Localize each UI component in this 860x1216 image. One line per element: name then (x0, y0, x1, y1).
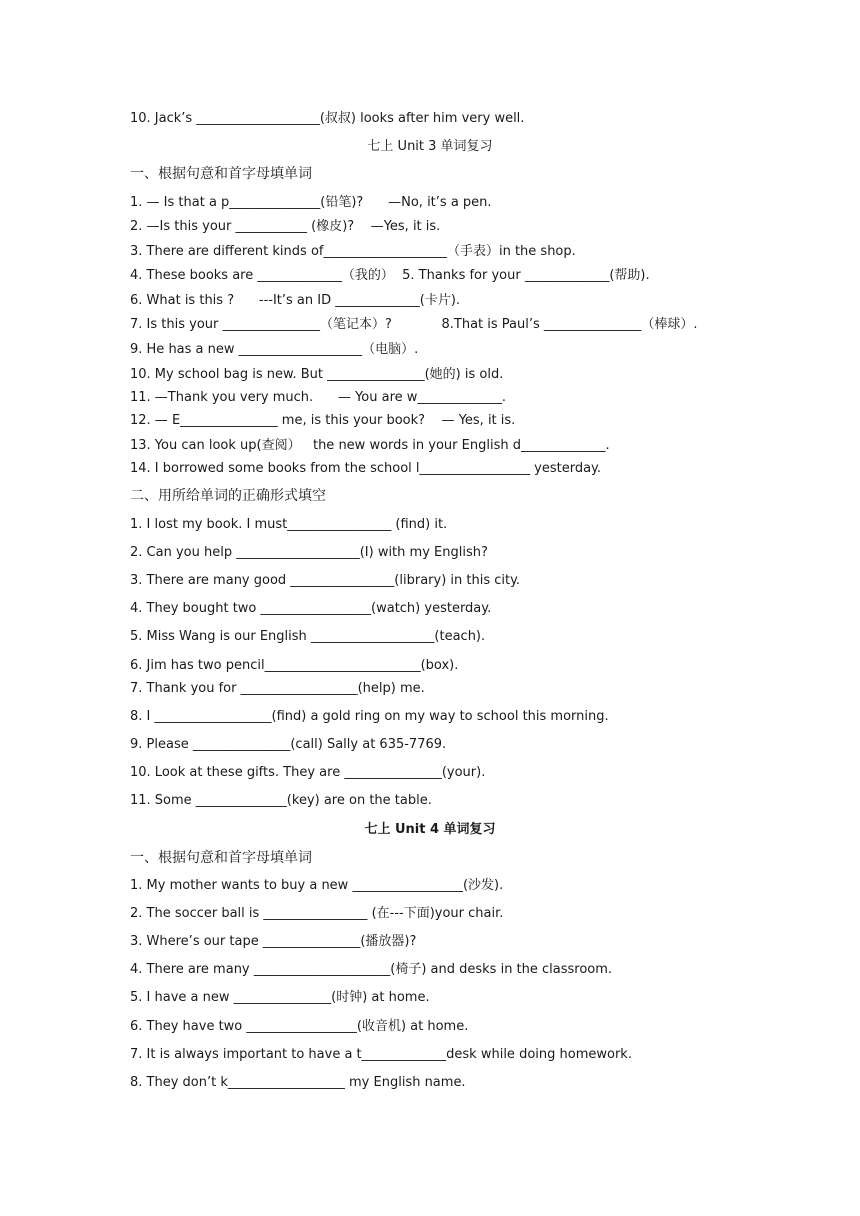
section-heading: 一、根据句意和首字母填单词 (130, 850, 312, 866)
exercise-line: 7. Thank you for __________________(help) me. (130, 681, 425, 696)
exercise-line: 2. The soccer ball is ________________ (在---下面)your chair. (130, 906, 504, 921)
exercise-line: 6. What is this ? ---It’s an ID _____________(卡片). (130, 293, 461, 308)
exercise-line: 4. There are many _____________________(椅子) and desks in the classroom. (130, 962, 613, 977)
section-heading: 一、根据句意和首字母填单词 (130, 166, 312, 182)
exercise-line: 14. I borrowed some books from the school l_________________ yesterday. (130, 461, 602, 476)
unit4-heading: 七上 Unit 4 单词复习 (364, 822, 496, 837)
section-heading: 二、用所给单词的正确形式填空 (130, 488, 326, 504)
exercise-line: 13. You can look up(查阅） the new words in your English d_____________. (130, 438, 610, 453)
exercise-line: 7. It is always important to have a t_____________desk while doing homework. (130, 1047, 632, 1062)
exercise-line: 2. —Is this your ___________ (橡皮)? —Yes, it is. (130, 219, 441, 234)
exercise-line: 2. Can you help ___________________(I) with my English? (130, 545, 488, 560)
exercise-line: 10. Look at these gifts. They are _______________(your). (130, 765, 486, 780)
exercise-line: 10. My school bag is new. But _______________(她的) is old. (130, 367, 504, 382)
exercise-line: 7. Is this your _______________（笔记本）? 8.That is Paul’s _______________（棒球）. (130, 317, 698, 332)
exercise-line: 3. There are different kinds of___________________（手表）in the shop. (130, 244, 576, 259)
exercise-line: 10. Jack’s ___________________(叔叔) looks after him very well. (130, 111, 525, 126)
exercise-line: 9. He has a new ___________________（电脑）. (130, 342, 419, 357)
exercise-line: 5. Miss Wang is our English ___________________(teach). (130, 629, 486, 644)
exercise-line: 5. I have a new _______________(时钟) at home. (130, 990, 430, 1005)
exercise-line: 3. Where’s our tape _______________(播放器)? (130, 934, 417, 949)
unit3-heading: 七上 Unit 3 单词复习 (367, 139, 493, 154)
exercise-line: 3. There are many good ________________(library) in this city. (130, 573, 521, 588)
exercise-line: 1. — Is that a p______________(铅笔)? —No, it’s a pen. (130, 195, 492, 210)
exercise-line: 1. My mother wants to buy a new _________________(沙发). (130, 878, 504, 893)
exercise-line: 4. They bought two _________________(watch) yesterday. (130, 601, 492, 616)
exercise-line: 6. They have two _________________(收音机) at home. (130, 1019, 469, 1034)
exercise-line: 8. They don’t k__________________ my English name. (130, 1075, 466, 1090)
exercise-line: 11. Some ______________(key) are on the table. (130, 793, 432, 808)
exercise-line: 6. Jim has two pencil________________________(box). (130, 658, 459, 673)
exercise-line: 1. I lost my book. I must________________ (find) it. (130, 517, 448, 532)
exercise-line: 12. — E_______________ me, is this your book? — Yes, it is. (130, 413, 516, 428)
exercise-line: 9. Please _______________(call) Sally at 635-7769. (130, 737, 447, 752)
exercise-line: 8. I __________________(find) a gold ring on my way to school this morning. (130, 709, 609, 724)
exercise-line: 11. —Thank you very much. — You are w_____________. (130, 390, 507, 405)
exercise-line: 4. These books are _____________（我的） 5. Thanks for your _____________(帮助). (130, 268, 650, 283)
